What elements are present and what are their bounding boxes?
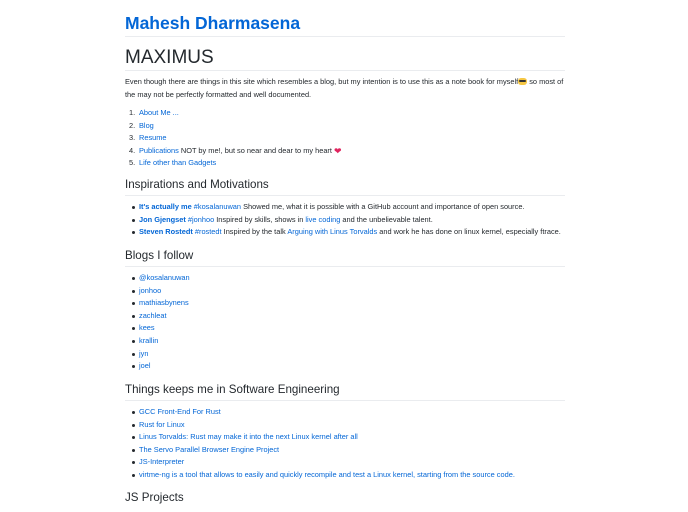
bullet — [132, 424, 135, 427]
blog-link-mathiasbynens[interactable]: mathiasbynens — [139, 298, 189, 308]
section-heading-things: Things keeps me in Software Engineering — [125, 383, 340, 396]
resume-link[interactable]: Resume — [139, 133, 167, 143]
inspiration-text: Showed me, what it is possible with a GitHub account and importance of open source. — [241, 202, 525, 211]
blog-link-jonhoo[interactable]: jonhoo — [139, 285, 162, 295]
bullet — [132, 219, 135, 222]
virtme-ng-link[interactable]: virtme-ng is a tool that allows to easily and quickly recompile and test a Linux kernel, starting from the source code. — [139, 469, 515, 479]
live-coding-link[interactable]: live coding — [305, 214, 341, 224]
list-item — [125, 456, 515, 469]
inspiration-text: Inspired by the talk — [221, 227, 288, 237]
bullet — [132, 461, 135, 464]
blog-link-joel[interactable]: joel — [139, 361, 151, 371]
list-item — [125, 419, 515, 432]
list-number: 2. — [129, 120, 136, 130]
inspirations-list — [125, 201, 561, 239]
section-heading-js-projects: JS Projects — [125, 491, 184, 504]
bullet — [132, 315, 135, 318]
things-list — [125, 406, 515, 482]
list-item — [125, 226, 561, 239]
bullet — [132, 365, 135, 368]
blog-link-kosalanuwan[interactable]: @kosalanuwan — [139, 273, 190, 282]
list-number: 4. — [129, 145, 136, 155]
blog-link-krallin[interactable]: krallin — [139, 335, 159, 345]
bullet — [132, 436, 135, 439]
bullet — [132, 474, 135, 477]
list-item — [125, 272, 190, 285]
list-number: 3. — [129, 133, 136, 143]
list-item — [125, 348, 190, 361]
bullet — [132, 277, 135, 280]
section-heading-blogs: Blogs I follow — [125, 249, 194, 262]
list-item — [125, 120, 342, 133]
person-link-jon-gjengset[interactable]: Jon Gjengset — [139, 214, 186, 224]
intro-paragraph — [125, 76, 565, 101]
bullet — [132, 290, 135, 293]
nerd-face-icon — [518, 78, 527, 85]
handle-link-kosalanuwan[interactable]: #kosalanuwan — [193, 202, 242, 211]
list-item — [125, 322, 190, 335]
js-interpreter-link[interactable]: JS-Interpreter — [139, 457, 185, 467]
list-item — [125, 335, 190, 348]
list-item — [125, 469, 515, 482]
bullet — [132, 411, 135, 414]
divider — [125, 36, 565, 37]
intro-text-end: so most of the may not be perfectly formatted and well documented. — [125, 77, 564, 99]
list-item — [125, 214, 561, 227]
list-item — [125, 360, 190, 373]
servo-link[interactable]: The Servo Parallel Browser Engine Project — [139, 444, 280, 454]
bullet — [132, 353, 135, 356]
bullet — [132, 327, 135, 330]
arguing-with-linus-link[interactable]: Arguing with Linus Torvalds — [287, 227, 378, 237]
list-item — [125, 444, 515, 457]
rust-for-linux-link[interactable]: Rust for Linux — [139, 419, 185, 429]
heart-icon: ❤ — [334, 145, 342, 156]
about-me-link[interactable]: About Me ... — [139, 108, 179, 117]
bullet — [132, 340, 135, 343]
person-link-kosalanuwan[interactable]: It's actually me — [139, 202, 192, 211]
list-number: 5. — [129, 158, 136, 168]
list-item — [125, 132, 342, 145]
inspiration-text-end: and work he has done on linux kernel, especially ftrace. — [377, 227, 561, 237]
list-item — [125, 310, 190, 323]
blog-link-jyn[interactable]: jyn — [139, 348, 149, 358]
bullet — [132, 231, 135, 234]
list-number: 1. — [129, 108, 136, 117]
publications-link[interactable]: Publications — [139, 145, 179, 155]
divider — [125, 195, 565, 196]
blogs-list — [125, 272, 190, 373]
list-item — [125, 406, 515, 419]
blog-link-kees[interactable]: kees — [139, 323, 155, 333]
divider — [125, 70, 565, 71]
life-other-than-gadgets-link[interactable]: Life other than Gadgets — [139, 158, 217, 168]
list-item — [125, 285, 190, 298]
inspiration-text: Inspired by skills, shows in — [214, 214, 306, 224]
handle-link-jonhoo[interactable]: #jonhoo — [187, 214, 215, 224]
bullet — [132, 449, 135, 452]
list-item — [125, 431, 515, 444]
list-item — [125, 157, 342, 170]
divider — [125, 266, 565, 267]
list-item — [125, 201, 561, 214]
section-heading-inspirations: Inspirations and Motivations — [125, 178, 269, 191]
blog-link-zachleat[interactable]: zachleat — [139, 310, 167, 320]
divider — [125, 400, 565, 401]
intro-text: Even though there are things in this site which resembles a blog, but my intention is to use this as a note book for myself — [125, 77, 519, 86]
site-title-link[interactable]: Mahesh Dharmasena — [125, 13, 301, 33]
linus-rust-link[interactable]: Linus Torvalds: Rust may make it into the next Linux kernel after all — [139, 432, 358, 442]
handle-link-rostedt[interactable]: #rostedt — [194, 227, 222, 237]
list-item — [125, 297, 190, 310]
blog-link[interactable]: Blog — [139, 120, 154, 130]
bullet — [132, 206, 135, 209]
nav-list — [125, 107, 342, 170]
gcc-rust-link[interactable]: GCC Front-End For Rust — [139, 407, 221, 416]
person-link-steven-rostedt[interactable]: Steven Rostedt — [139, 227, 193, 237]
bullet — [132, 302, 135, 305]
publications-note: NOT by me!, but so near and dear to my heart — [178, 145, 335, 155]
list-item — [125, 145, 342, 158]
list-item — [125, 107, 342, 120]
page-title: MAXIMUS — [125, 47, 214, 68]
inspiration-text-end: and the unbelievable talent. — [340, 214, 433, 224]
